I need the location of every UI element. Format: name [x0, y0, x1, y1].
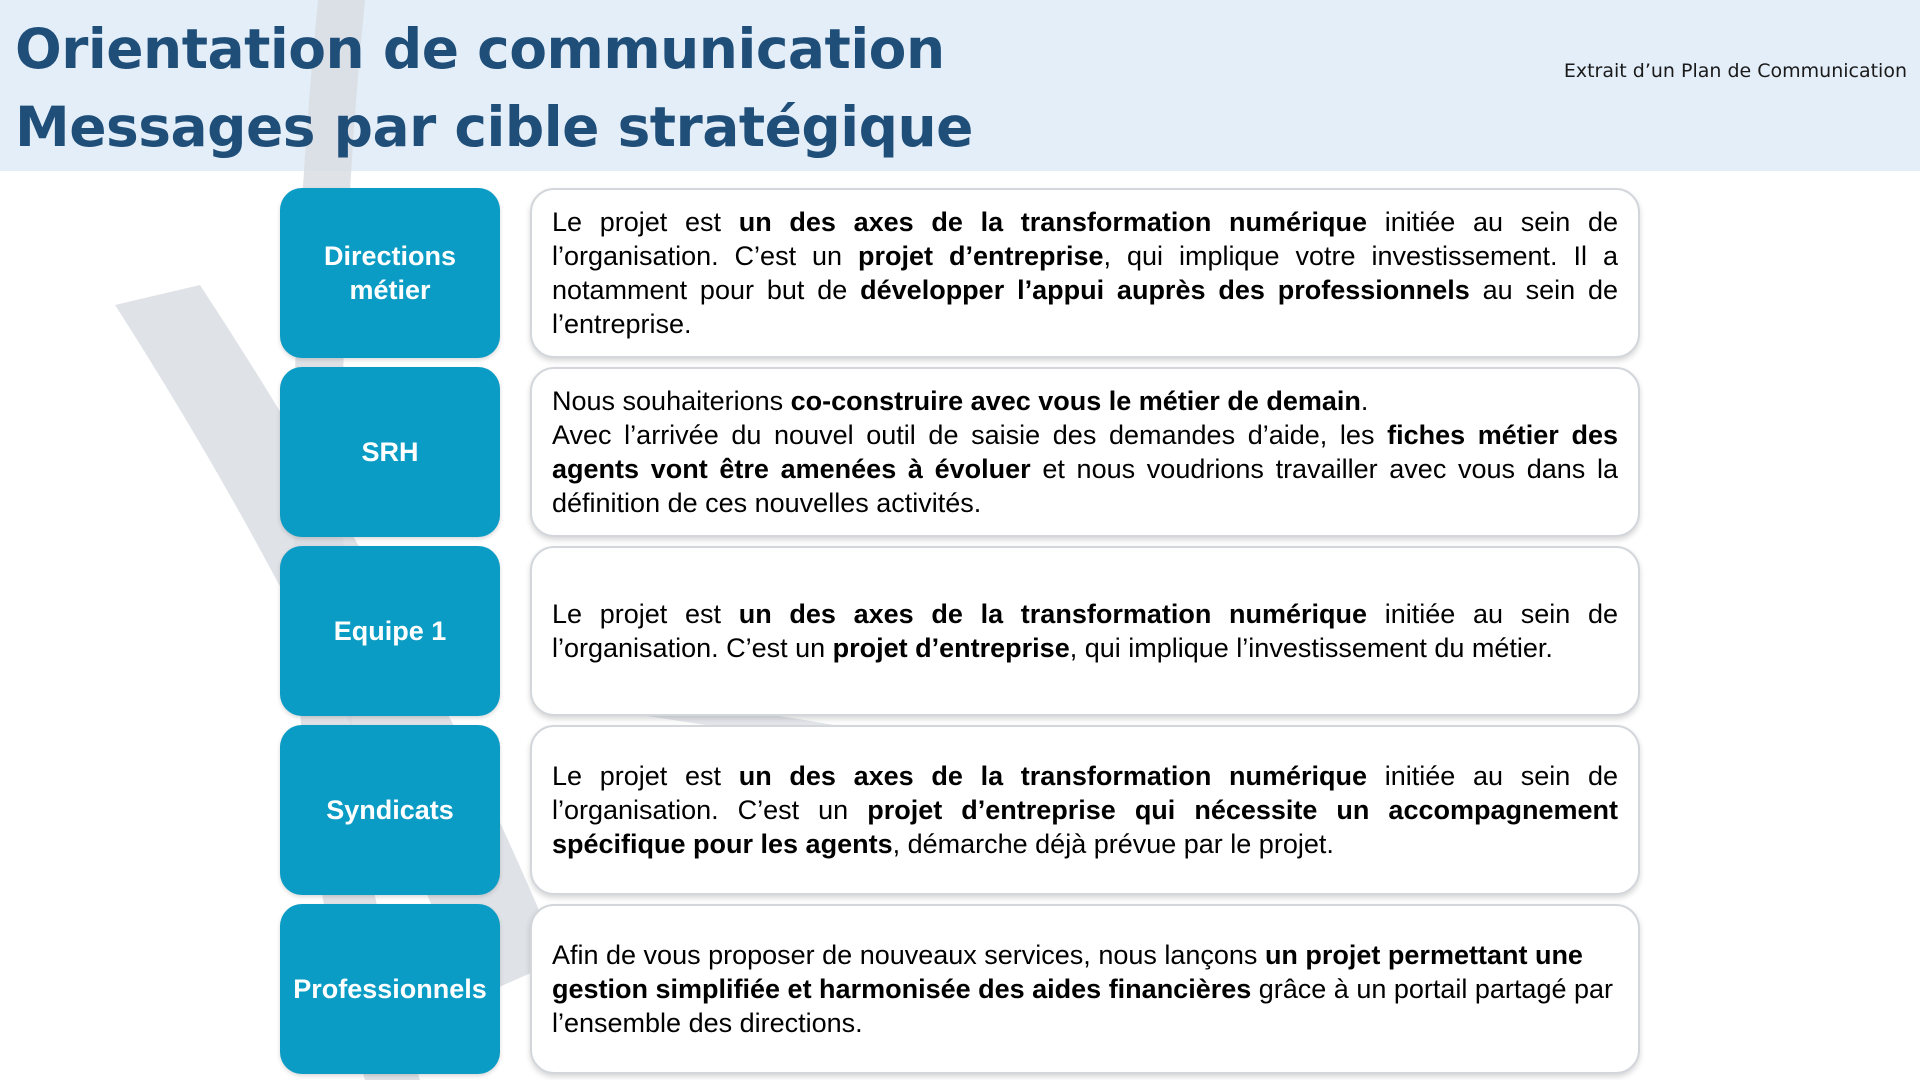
message-box-equipe-1	[530, 546, 1640, 716]
message-text: Afin de vous proposer de nouveaux services, nous lançons un projet permettant une gestion simplifiée et harmonisée des aides financières grâce à un portail partagé par l’ensemble des directions.	[552, 940, 1613, 1038]
page-title-line1: Orientation de communication	[15, 17, 945, 81]
target-label-syndicats: Syndicats	[280, 725, 500, 895]
row-equipe-1	[280, 546, 1640, 716]
message-text: Le projet est un des axes de la transformation numérique initiée au sein de l’organisation. C’est un projet d’entreprise, qui implique votre investissement. Il a notamment pour but de développer l’appui auprès des professionnels au sein de l’entreprise.	[552, 207, 1618, 339]
message-text: Nous souhaiterions co-construire avec vous le métier de demain. Avec l’arrivée du nouvel outil de saisie des demandes d’aide, les fiches métier des agents vont être amenées à évoluer et nous voudrions travailler avec vous dans la définition de ces nouvelles activités.	[552, 386, 1618, 518]
row-directions-metier	[280, 188, 1640, 358]
page-title	[15, 10, 973, 166]
message-box-professionnels	[530, 904, 1640, 1074]
target-label-directions-metier: Directions métier	[280, 188, 500, 358]
target-label-equipe-1: Equipe 1	[280, 546, 500, 716]
message-box-directions-metier	[530, 188, 1640, 358]
row-syndicats	[280, 725, 1640, 895]
message-text: Le projet est un des axes de la transformation numérique initiée au sein de l’organisation. C’est un projet d’entreprise qui nécessite un accompagnement spécifique pour les agents, démarche déjà prévue par le projet.	[552, 761, 1618, 859]
page-title-line2: Messages par cible stratégique	[15, 95, 973, 159]
row-professionnels	[280, 904, 1640, 1074]
row-srh	[280, 367, 1640, 537]
message-box-srh	[530, 367, 1640, 537]
extract-label: Extrait d’un Plan de Communication	[1563, 60, 1907, 82]
target-label-professionnels: Professionnels	[280, 904, 500, 1074]
message-text: Le projet est un des axes de la transformation numérique initiée au sein de l’organisation. C’est un projet d’entreprise, qui implique l’investissement du métier.	[552, 599, 1618, 663]
target-label-srh: SRH	[280, 367, 500, 537]
message-box-syndicats	[530, 725, 1640, 895]
